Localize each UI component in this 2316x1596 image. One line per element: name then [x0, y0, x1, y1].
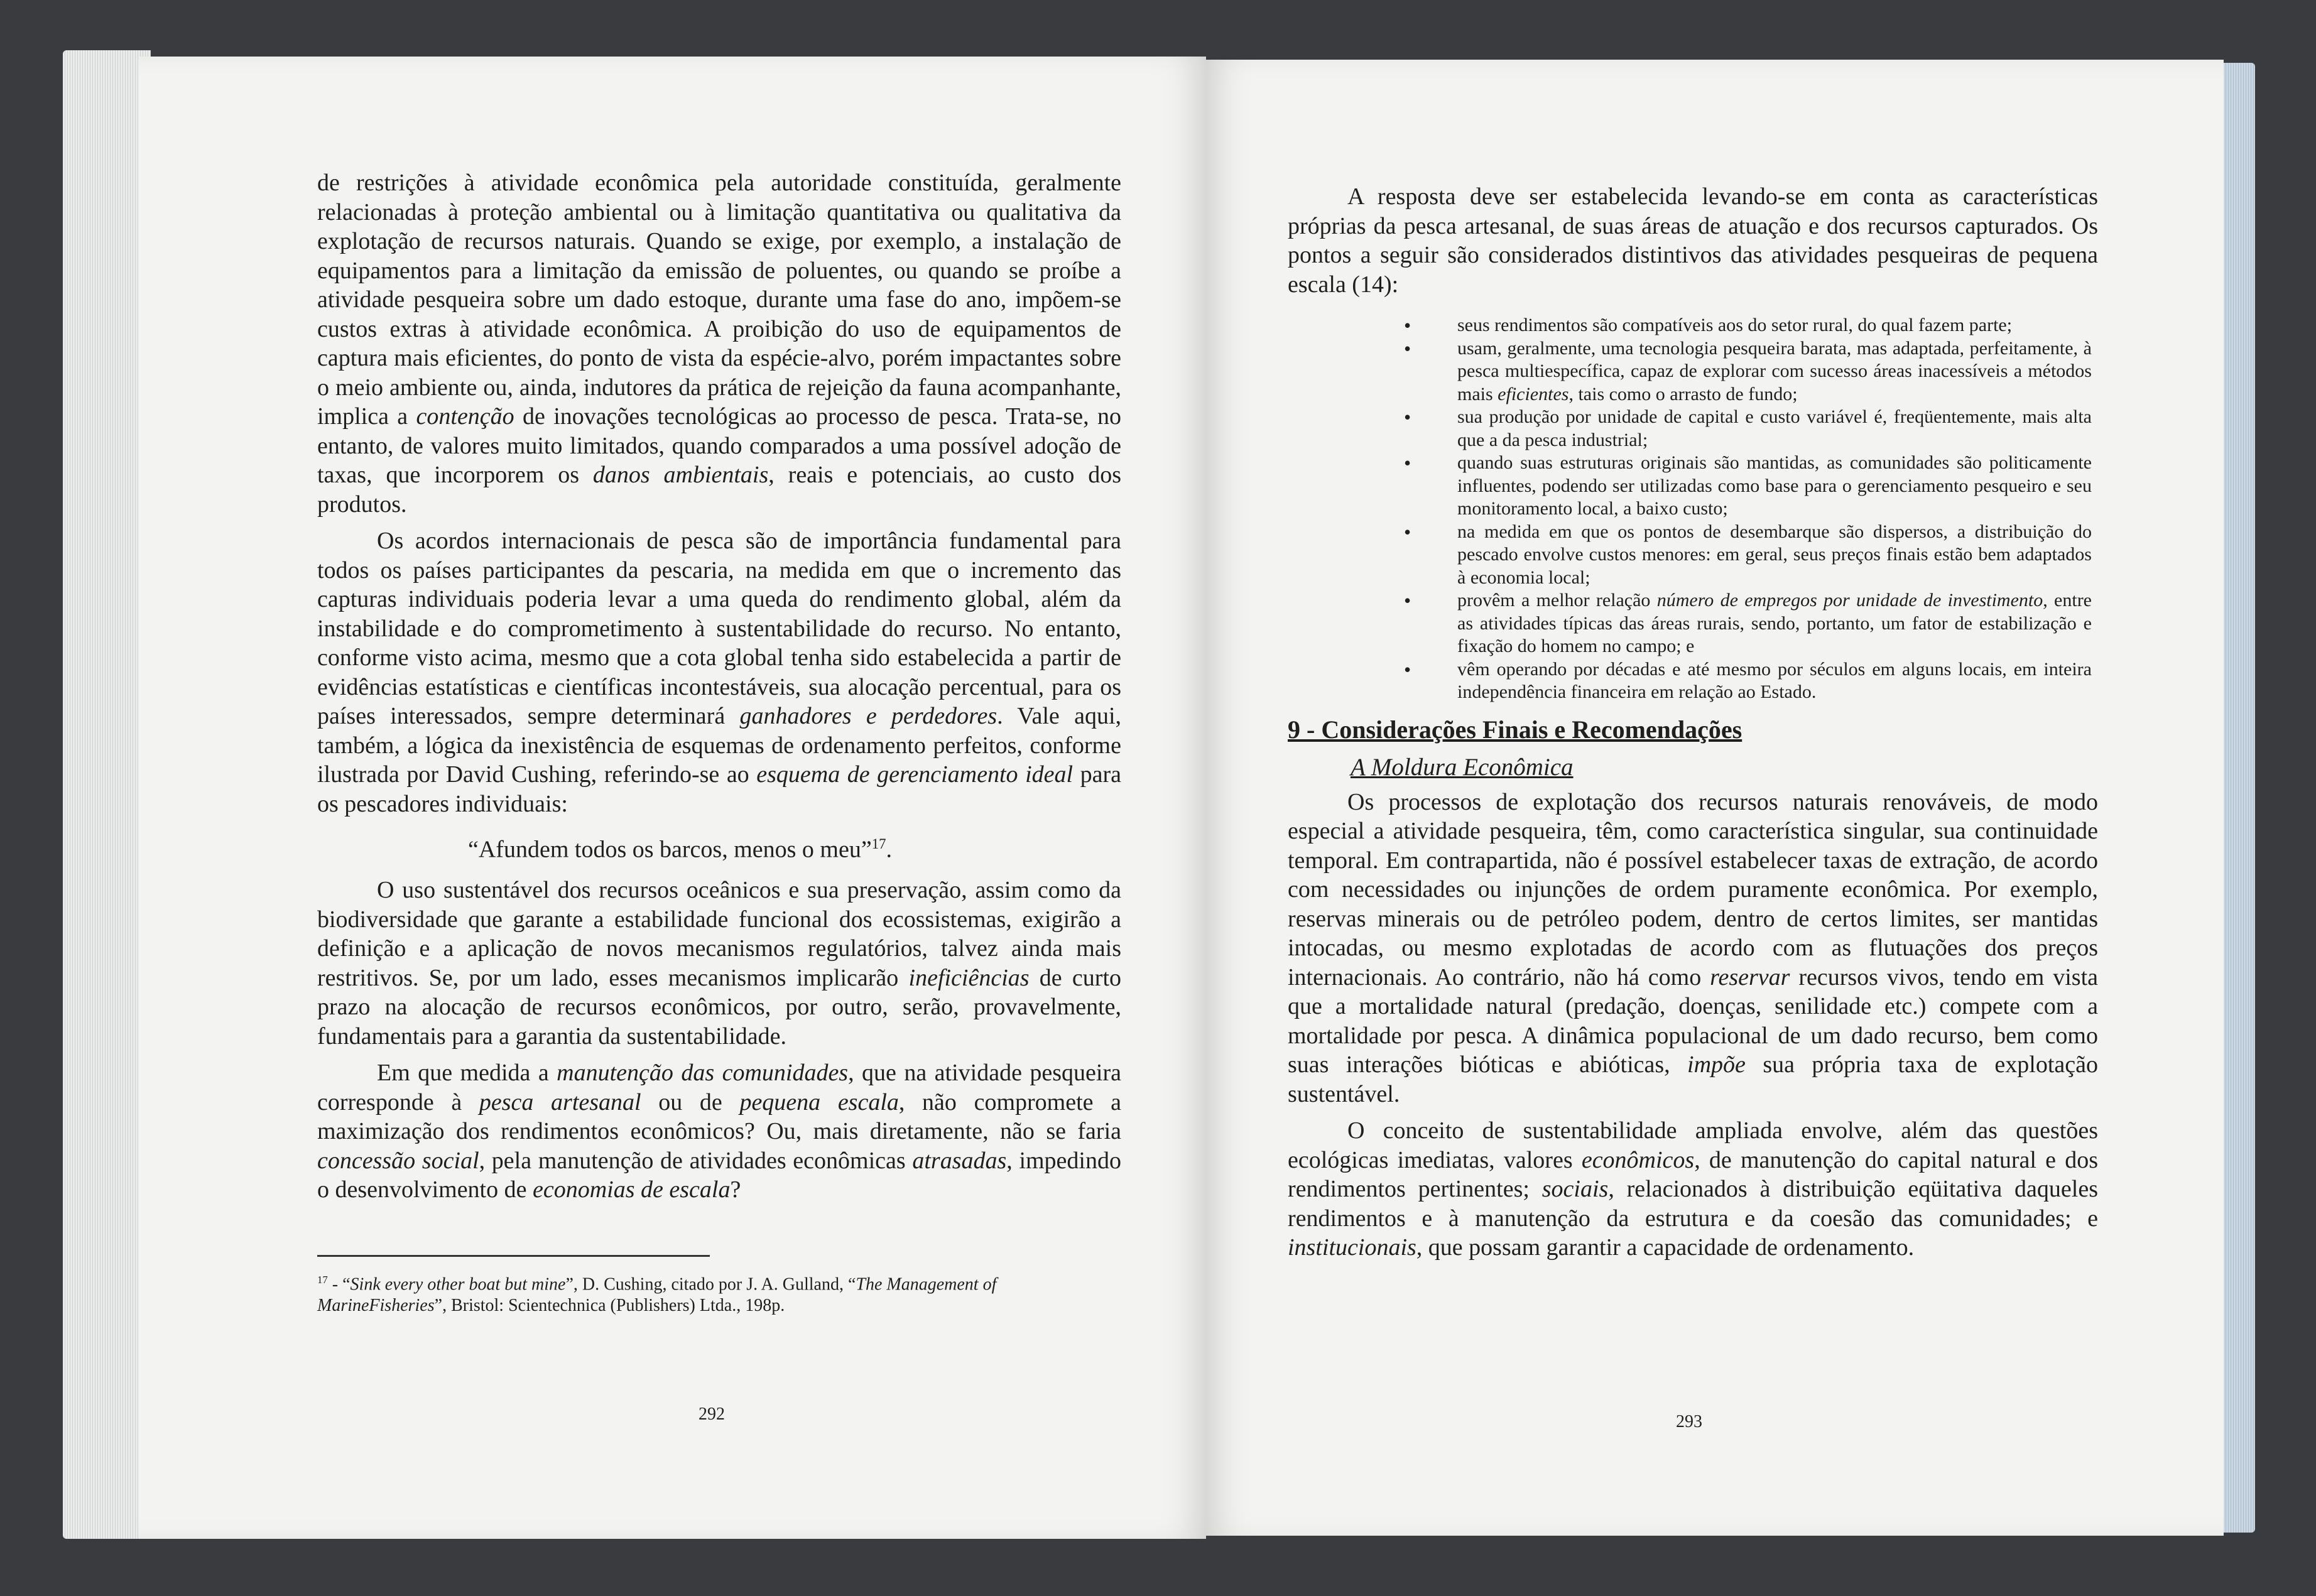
- list-item: • vêm operando por décadas e até mesmo por séculos em alguns locais, em inteira independência financeira em relação ao Estado.: [1288, 658, 2098, 704]
- left-text-column: [317, 168, 1121, 1316]
- list-item: • sua produção por unidade de capital e custo variável é, freqüentemente, mais alta que a da pesca industrial;: [1288, 406, 2098, 452]
- right-paragraph-2: Os processos de explotação dos recursos naturais renováveis, de modo especial a atividade pesqueira, têm, como característica singular, sua continuidade temporal. Em contrapartida, não é possível estabelecer taxas de extração, de acordo com necessidades ou injunções de ordem puramente econômica. Por exemplo, reservas minerais ou de petróleo podem, dentro de certos limites, ser mantidas intocadas, ou mesmo explotadas de acordo com as flutuações dos preços internacionais. Ao contrário, não há como reservar recursos vivos, tendo em vista que a mortalidade natural (predação, doenças, senilidade etc.) compete com a mortalidade por pesca. A dinâmica populacional de um dado recurso, bem como suas interações bióticas e abióticas, impõe sua própria taxa de explotação sustentável.: [1288, 788, 2098, 1107]
- characteristics-list: [1288, 314, 2098, 704]
- footnote-divider: [317, 1255, 710, 1257]
- left-paragraph-4: Em que medida a manutenção das comunidades, que na atividade pesqueira corresponde à pesca artesanal ou de pequena escala, não compromete a maximização dos rendimentos econômicos? Ou, mais diretamente, não se faria concessão social, pela manutenção de atividades econômicas atrasadas, impedindo o desenvolvimento de economias de escala?: [317, 1060, 1122, 1203]
- right-text-column: [1288, 182, 2098, 1262]
- footnote-17: $^{17}$ - “Sink every other boat but mine”, D. Cushing, citado por J. A. Gulland, “The Management of MarineFisheries”, Bristol: Scientechnica (Publishers) Ltda., 198p.: [317, 1273, 997, 1315]
- subsection-heading: A Moldura Econômica: [1351, 754, 1574, 781]
- list-item: • provêm a melhor relação número de empregos por unidade de investimento, entre as atividades típicas das áreas rurais, sendo, portanto, um fator de estabilização e fixação do homem no campo; e: [1288, 589, 2098, 658]
- left-paragraph-3: O uso sustentável dos recursos oceânicos e sua preservação, assim como da biodiversidade que garante a estabilidade funcional dos ecossistemas, exigirão a definição e a aplicação de novos mecanismos regulatórios, talvez ainda mais restritivos. Se, por um lado, esses mecanismos implicarão ineficiências de curto prazo na alocação de recursos econômicos, por outro, serão, provavelmente, fundamentais para a garantia da sustentabilidade.: [317, 877, 1121, 1050]
- cushing-quote: “Afundem todos os barcos, menos o meu”$^{17}$.: [468, 836, 892, 863]
- list-item: • usam, geralmente, uma tecnologia pesqueira barata, mas adaptada, perfeitamente, à pesca multiespecífica, capaz de explorar com sucesso áreas inacessíveis a métodos mais eficientes, tais como o arrasto de fundo;: [1288, 337, 2098, 406]
- page-number-left: 292: [699, 1404, 725, 1424]
- left-paragraph-2: Os acordos internacionais de pesca são de importância fundamental para todos os países participantes da pescaria, na medida em que o incremento das capturas individuais poderia levar a uma queda do rendimento global, além da instabilidade e do comprometimento à sustentabilidade do recurso. No entanto, conforme visto acima, mesmo que a cota global tenha sido estabelecida a partir de evidências estatísticas e científicas incontestáveis, sua alocação percentual, para os países interessados, sempre determinará ganhadores e perdedores. Vale aqui, também, a lógica da inexistência de esquemas de ordenamento perfeitos, conforme ilustrada por David Cushing, referindo-se ao esquema de gerenciamento ideal para os pescadores individuais:: [317, 528, 1121, 817]
- left-page-stack: [63, 50, 151, 1539]
- section-heading: 9 - Considerações Finais e Recomendações: [1288, 715, 1742, 744]
- page-number-right: 293: [1676, 1412, 1702, 1431]
- list-item: • quando suas estruturas originais são mantidas, as comunidades são politicamente influentes, podendo ser utilizadas como base para o gerenciamento pesqueiro e seu monitoramento local, a baixo custo;: [1288, 452, 2098, 521]
- right-paragraph-1: A resposta deve ser estabelecida levando-se em conta as características próprias da pesca artesanal, de suas áreas de atuação e dos recursos capturados. Os pontos a seguir são considerados distintivos das atividades pesqueiras de pequena escala (14):: [1288, 183, 2098, 298]
- footnote-ref: 17: [871, 836, 886, 852]
- list-item: • seus rendimentos são compatíveis aos do setor rural, do qual fazem parte;: [1288, 314, 2098, 337]
- right-paragraph-3: O conceito de sustentabilidade ampliada envolve, além das questões ecológicas imediatas, valores econômicos, de manutenção do capital natural e dos rendimentos pertinentes; sociais, relacionados à distribuição eqüitativa daqueles rendimentos e à manutenção da estrutura e da coesão das comunidades; e institucionais, que possam garantir a capacidade de ordenamento.: [1288, 1117, 2099, 1261]
- left-paragraph-1: de restrições à atividade econômica pela autoridade constituída, geralmente relacionadas à proteção ambiental ou à limitação quantitativa ou qualitativa da explotação de recursos naturais. Quando se exige, por exemplo, a instalação de equipamentos para a limitação da emissão de poluentes, ou quando se proíbe a atividade pesqueira sobre um dado estoque, durante uma fase do ano, impõem-se custos extras à atividade econômica. A proibição do uso de equipamentos de captura mais eficientes, do ponto de vista da espécie-alvo, porém impactantes sobre o meio ambiente ou, ainda, indutores da prática de rejeição da fauna acompanhante, implica a contenção de inovações tecnológicas ao processo de pesca. Trata-se, no entanto, de valores muito limitados, quando comparados a uma possível adoção de taxas, que incorporem os danos ambientais, reais e potenciais, ao custo dos produtos.: [317, 170, 1122, 518]
- list-item: • na medida em que os pontos de desembarque são dispersos, a distribuição do pescado envolve custos menores: em geral, seus preços finais estão bem adaptados à economia local;: [1288, 521, 2098, 590]
